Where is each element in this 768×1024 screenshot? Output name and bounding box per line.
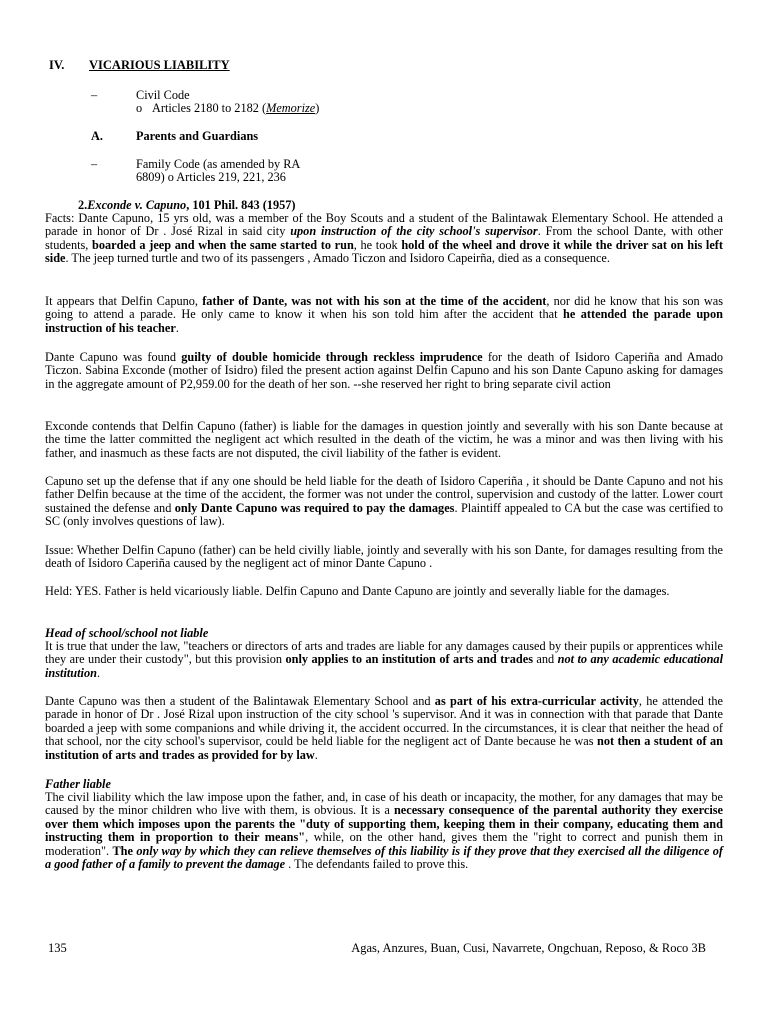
- subsection-letter: A.: [91, 129, 103, 143]
- facts-paragraph-3: Dante Capuno was found guilty of double homicide through reckless imprudence for the death of Isidoro Caperiña and Amado Ticzon. Sabina Exconde (mother of Isidro) filed the present action against Delfin Capuno and his son Dante Capuno asking for damages in the aggregate amount of P2,959.00 for the death of her son. --she reserved her right to bring separate civil action: [45, 350, 723, 391]
- page-number: 135: [48, 941, 67, 955]
- issue-paragraph: Issue: Whether Delfin Capuno (father) can be held civilly liable, jointly and severally with his son Dante, for damages resulting from the death of Isidoro Caperiña caused by the negligent act of minor Dante Capuno .: [45, 543, 723, 571]
- school-paragraph-2: Dante Capuno was then a student of the Balintawak Elementary School and as part of his extra-curricular activity, he attended the parade in honor of Dr . José Rizal upon instruction of the city school 's supervisor. And it was in connection with that parade that Dante boarded a jeep with some companions and while driving it, the accident occurred. In the circumstances, it is clear that neither the head of that school, nor the city school's supervisor, could be held liable for the negligent act of Dante because he was not then a student of an institution of arts and trades as provided for by law.: [45, 694, 724, 762]
- family-code-dash: –: [91, 157, 98, 171]
- civil-code-bullet: o: [136, 101, 143, 115]
- civil-code-label: Civil Code: [136, 88, 190, 102]
- section-title: VICARIOUS LIABILITY: [89, 58, 230, 72]
- facts-paragraph-5: Capuno set up the defense that if any one should be held liable for the death of Isidoro Caperiña , it should be Dante Capuno and not his father Delfin because at the time of the accident, the former was not under the control, supervision and custody of the latter. Lower court sustained the defense and only Dante Capuno was required to pay the damages. Plaintiff appealed to CA but the case was certified to SC (only involves questions of law).: [45, 474, 723, 529]
- facts-paragraph-2: It appears that Delfin Capuno, father of Dante, was not with his son at the time of the accident, nor did he know that his son was going to attend a parade. He only came to know it when his son told him after the accident that he attended the parade upon instruction of his teacher.: [45, 294, 723, 335]
- civil-code-articles: Articles 2180 to 2182 (Memorize): [152, 101, 320, 115]
- family-code-line2: 6809) o Articles 219, 221, 236: [136, 170, 286, 184]
- facts-paragraph-1: Facts: Dante Capuno, 15 yrs old, was a member of the Boy Scouts and a student of the Balintawak Elementary School. He attended a parade in honor of Dr . José Rizal in said city upon instruction of the city school's supervisor. From the school Dante, with other students, boarded a jeep and when the same started to run, he took hold of the wheel and drove it while the driver sat on his left side. The jeep turned turtle and two of its passengers , Amado Ticzon and Isidoro Capeirña, died as a consequence.: [45, 211, 724, 266]
- held-paragraph: Held: YES. Father is held vicariously liable. Delfin Capuno and Dante Capuno are jointly and severally liable for the damages.: [45, 584, 670, 598]
- father-paragraph: The civil liability which the law impose upon the father, and, in case of his death or incapacity, the mother, for any damages that may be caused by the minor children who live with them, is obvious. It is a necessary consequence of the parental authority they exercise over them which imposes upon the parents the "duty of supporting them, keeping them in their company, educating them and instructing them in proportion to their means", while, on the other hand, gives them the "right to correct and punish them in moderation". The only way by which they can relieve themselves of this liability is if they prove that they exercised all the diligence of a good father of a family to prevent the damage . The defendants failed to prove this.: [45, 790, 724, 872]
- school-paragraph-1: It is true that under the law, "teachers or directors of arts and trades are liable for any damages caused by their pupils or apprentices while they are under their custody", but this provision only applies to an institution of arts and trades and not to any academic educational institution.: [45, 639, 724, 680]
- footer-authors: Agas, Anzures, Buan, Cusi, Navarrete, Ongchuan, Reposo, & Roco 3B: [351, 941, 706, 955]
- family-code-line1: Family Code (as amended by RA: [136, 157, 301, 171]
- school-heading: Head of school/school not liable: [45, 626, 209, 640]
- civil-code-dash: –: [91, 88, 98, 102]
- facts-paragraph-4: Exconde contends that Delfin Capuno (father) is liable for the damages in question jointly and severally with his son Dante because at the time the latter committed the negligent act which resulted in the death of the victim, he was a minor and was then living with his father, and inasmuch as these facts are not disputed, the civil liability of the father is evident.: [45, 419, 723, 460]
- father-heading: Father liable: [45, 777, 111, 791]
- section-number: IV.: [49, 58, 65, 72]
- case-title: 2.Exconde v. Capuno, 101 Phil. 843 (1957): [78, 198, 296, 212]
- subsection-title: Parents and Guardians: [136, 129, 259, 143]
